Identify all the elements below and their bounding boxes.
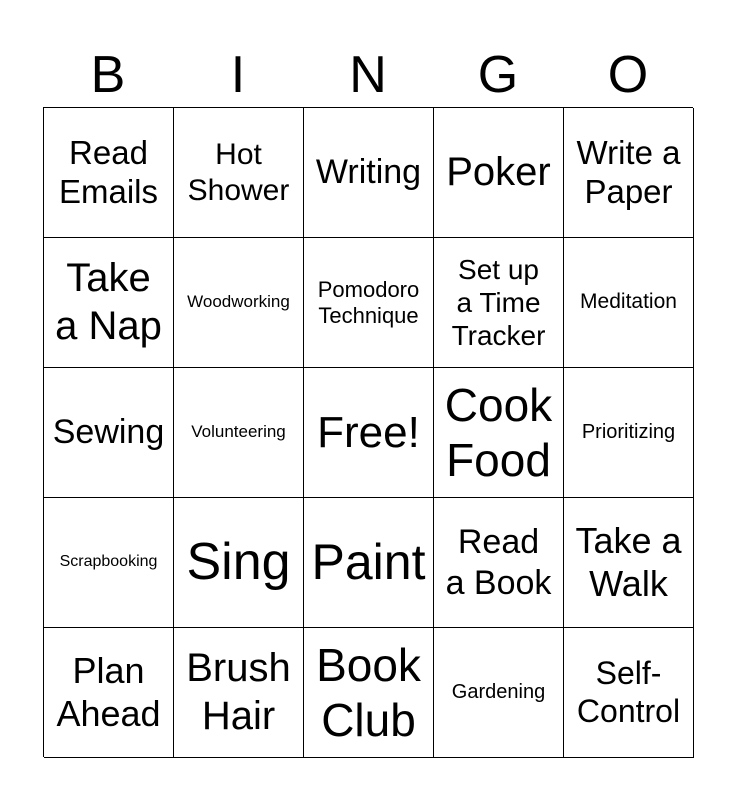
header-letter-n: N: [349, 46, 387, 104]
bingo-cell[interactable]: [434, 238, 564, 368]
cell-text-line: Walk: [589, 562, 668, 604]
cell-text-line: Volunteering: [191, 422, 286, 442]
header-letter-b: B: [90, 46, 126, 104]
cell-text-line: Technique: [318, 302, 419, 328]
bingo-cell[interactable]: [304, 108, 434, 238]
cell-text-line: Woodworking: [187, 292, 290, 312]
bingo-header: [43, 40, 693, 110]
cell-text-line: Plan: [72, 650, 145, 692]
cell-text-line: Poker: [446, 149, 551, 194]
bingo-cell[interactable]: [174, 238, 304, 368]
cell-text-line: Read: [69, 133, 148, 171]
cell-text-line: Prioritizing: [581, 420, 676, 443]
bingo-cell[interactable]: [304, 368, 434, 498]
bingo-cell[interactable]: [304, 498, 434, 628]
cell-text-line: Set up: [458, 253, 539, 285]
cell-text-line: Paper: [584, 172, 673, 210]
bingo-cell[interactable]: [304, 628, 434, 758]
cell-text-line: Club: [321, 693, 416, 746]
bingo-cell[interactable]: [44, 368, 174, 498]
cell-text-line: a Time: [456, 286, 541, 318]
cell-text-line: Cook: [444, 379, 553, 432]
cell-text-line: Ahead: [56, 692, 161, 734]
cell-text-line: Scrapbooking: [59, 553, 158, 571]
cell-text-line: Read: [457, 523, 540, 562]
bingo-cell[interactable]: [174, 108, 304, 238]
cell-text-line: Sing: [186, 532, 291, 591]
cell-text-line: Sewing: [52, 413, 165, 452]
bingo-cell[interactable]: [44, 498, 174, 628]
cell-text-line: Shower: [187, 173, 290, 207]
bingo-cell[interactable]: [434, 108, 564, 238]
cell-text-line: Control: [576, 692, 681, 729]
bingo-cell[interactable]: [434, 368, 564, 498]
cell-text-line: Pomodoro: [317, 276, 420, 302]
cell-text-line: Take a: [575, 520, 682, 562]
cell-text-line: Paint: [311, 534, 426, 590]
cell-text-line: Book: [316, 639, 421, 692]
cell-text-line: a Nap: [55, 303, 162, 348]
bingo-grid: [43, 107, 693, 757]
bingo-cell[interactable]: [304, 238, 434, 368]
header-letter-o: O: [607, 46, 649, 104]
cell-text-line: Emails: [58, 172, 159, 210]
bingo-cell[interactable]: [434, 628, 564, 758]
cell-text-line: Take: [66, 256, 151, 301]
cell-text-line: Writing: [315, 153, 422, 192]
cell-text-line: Self-: [595, 654, 662, 691]
cell-text-line: Gardening: [451, 680, 546, 703]
bingo-cell[interactable]: [44, 108, 174, 238]
cell-text-line: a Book: [445, 563, 552, 602]
bingo-cell[interactable]: [174, 628, 304, 758]
cell-text-line: Write a: [576, 133, 681, 171]
bingo-cell[interactable]: [174, 368, 304, 498]
bingo-cell[interactable]: [564, 368, 694, 498]
bingo-cell[interactable]: [44, 628, 174, 758]
bingo-cell[interactable]: [564, 238, 694, 368]
cell-text-line: Hair: [201, 693, 276, 738]
cell-text-line: Tracker: [451, 320, 546, 352]
header-letter-g: G: [477, 46, 519, 104]
cell-text-line: Meditation: [580, 290, 677, 314]
cell-text-line: Hot: [215, 138, 262, 172]
cell-text-line: Food: [446, 433, 551, 486]
bingo-cell[interactable]: [434, 498, 564, 628]
bingo-cell[interactable]: [44, 238, 174, 368]
bingo-cell[interactable]: [564, 498, 694, 628]
bingo-cell[interactable]: [564, 108, 694, 238]
bingo-cell[interactable]: [564, 628, 694, 758]
cell-text-line: Brush: [186, 646, 291, 691]
bingo-cell[interactable]: [174, 498, 304, 628]
cell-text-line: Free!: [317, 407, 420, 457]
header-letter-i: I: [230, 46, 246, 104]
